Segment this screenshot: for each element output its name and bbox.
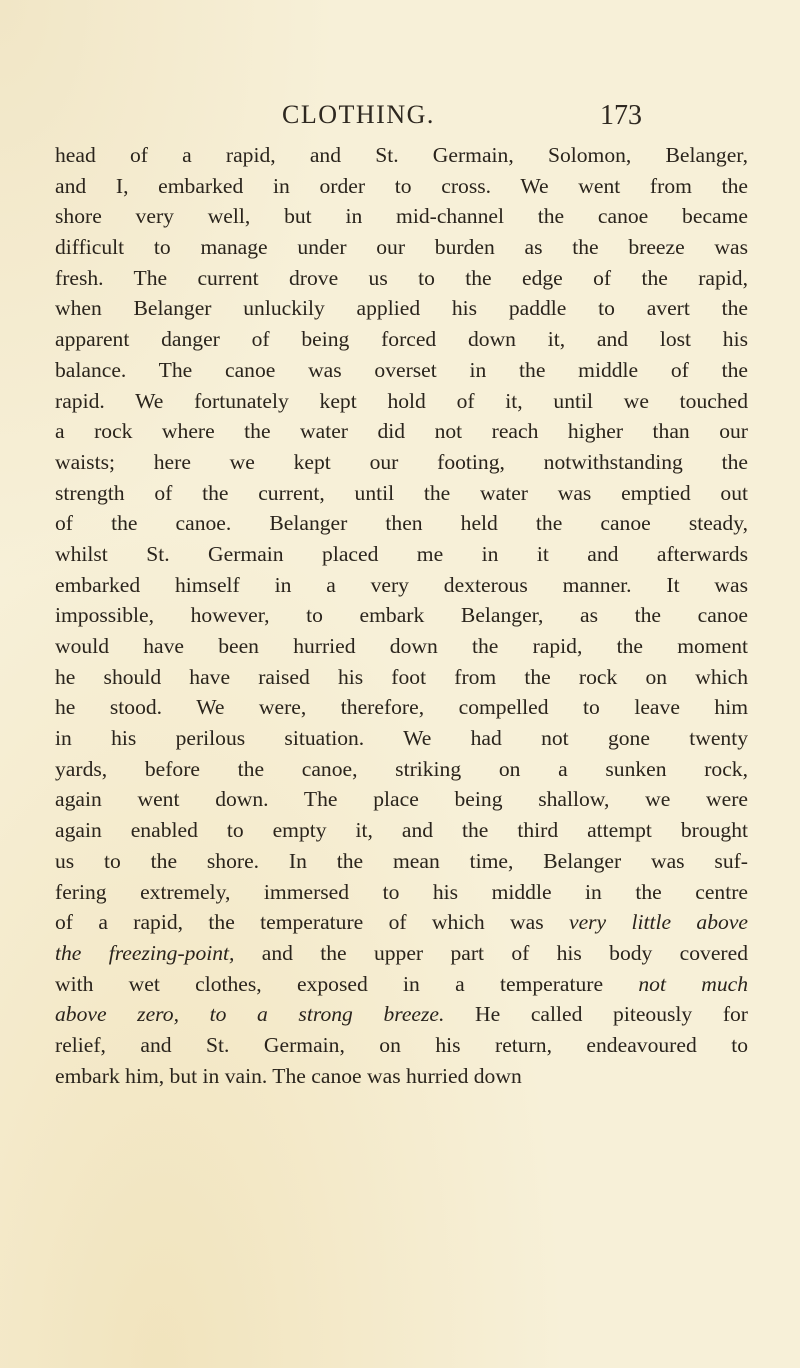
text-segment: a rock where the water did not reach higher than our: [55, 419, 748, 444]
text-line: [55, 723, 748, 754]
text-line: [55, 754, 748, 785]
text-segment: fering extremely, immersed to his middle in the centre: [55, 879, 748, 904]
text-segment: whilst St. Germain placed me in it and afterwards: [55, 541, 748, 566]
text-segment: embarked himself in a very dexterous manner. It was: [55, 572, 748, 597]
text-line: [55, 877, 748, 908]
text-line: [55, 600, 748, 631]
text-segment: relief, and St. Germain, on his return, endeavoured to: [55, 1032, 748, 1057]
italic-text: the freezing-point,: [55, 940, 235, 965]
text-segment: fresh. The current drove us to the edge of the rapid,: [55, 265, 748, 290]
italic-text: not much: [638, 971, 749, 996]
text-line: [55, 232, 748, 263]
body-text: [55, 140, 748, 1091]
text-segment: and I, embarked in order to cross. We went from the: [55, 173, 748, 198]
text-line: [55, 907, 748, 938]
text-segment: yards, before the canoe, striking on a sunken rock,: [55, 756, 748, 781]
text-segment: strength of the current, until the water was emptied out: [55, 480, 748, 505]
text-line: [55, 846, 748, 877]
text-line: [55, 1030, 748, 1061]
text-segment: rapid. We fortunately kept hold of it, until we touched: [55, 388, 748, 413]
text-line: [55, 508, 748, 539]
text-segment: difficult to manage under our burden as the breeze was: [55, 235, 748, 260]
italic-text: very little above: [568, 910, 748, 935]
text-segment: he should have raised his foot from the rock on which: [55, 664, 748, 689]
text-segment: again went down. The place being shallow, we were: [55, 787, 748, 812]
text-line: [55, 324, 748, 355]
text-segment: head of a rapid, and St. Germain, Solomon, Belanger,: [55, 143, 748, 167]
text-line: [55, 815, 748, 846]
text-line: [55, 539, 748, 570]
text-line: [55, 478, 748, 509]
text-line: [55, 171, 748, 202]
italic-text: above zero, to a strong breeze.: [55, 1002, 445, 1027]
page-header: [282, 100, 642, 140]
text-segment: shore very well, but in mid-channel the canoe became: [55, 204, 748, 229]
text-segment: and the upper part of his body covered: [234, 940, 748, 965]
text-segment: of a rapid, the temperature of which was: [55, 910, 569, 935]
text-segment: of the canoe. Belanger then held the canoe steady,: [55, 511, 748, 536]
text-line: [55, 293, 748, 324]
text-segment: impossible, however, to embark Belanger, as the canoe: [55, 603, 748, 628]
text-segment: apparent danger of being forced down it, and lost his: [55, 327, 748, 352]
text-segment: again enabled to empty it, and the third attempt brought: [55, 818, 748, 843]
text-line: [55, 447, 748, 478]
text-line: [55, 999, 748, 1030]
text-line: [55, 416, 748, 447]
text-line: [55, 631, 748, 662]
text-segment: embark him, but in vain. The canoe was hurried down: [55, 1063, 522, 1088]
text-segment: balance. The canoe was overset in the middle of the: [55, 357, 748, 382]
text-line: [55, 355, 748, 386]
text-line: [55, 263, 748, 294]
text-segment: us to the shore. In the mean time, Belanger was suf-: [55, 848, 748, 873]
text-line: [55, 1061, 748, 1092]
text-segment: when Belanger unluckily applied his paddle to avert the: [55, 296, 748, 321]
text-line: [55, 969, 748, 1000]
text-segment: he stood. We were, therefore, compelled to leave him: [55, 695, 748, 720]
text-line: [55, 662, 748, 693]
text-segment: in his perilous situation. We had not gone twenty: [55, 726, 748, 751]
text-segment: with wet clothes, exposed in a temperature: [55, 971, 639, 996]
page-number: 173: [600, 100, 642, 131]
running-head: CLOTHING.: [282, 100, 435, 129]
text-line: [55, 784, 748, 815]
text-segment: waists; here we kept our footing, notwithstanding the: [55, 449, 748, 474]
text-line: [55, 201, 748, 232]
text-segment: He called piteously for: [444, 1002, 748, 1027]
text-line: [55, 938, 748, 969]
text-line: [55, 386, 748, 417]
text-segment: would have been hurried down the rapid, the moment: [55, 634, 748, 658]
text-line: [55, 140, 748, 171]
text-line: [55, 570, 748, 601]
text-line: [55, 692, 748, 723]
